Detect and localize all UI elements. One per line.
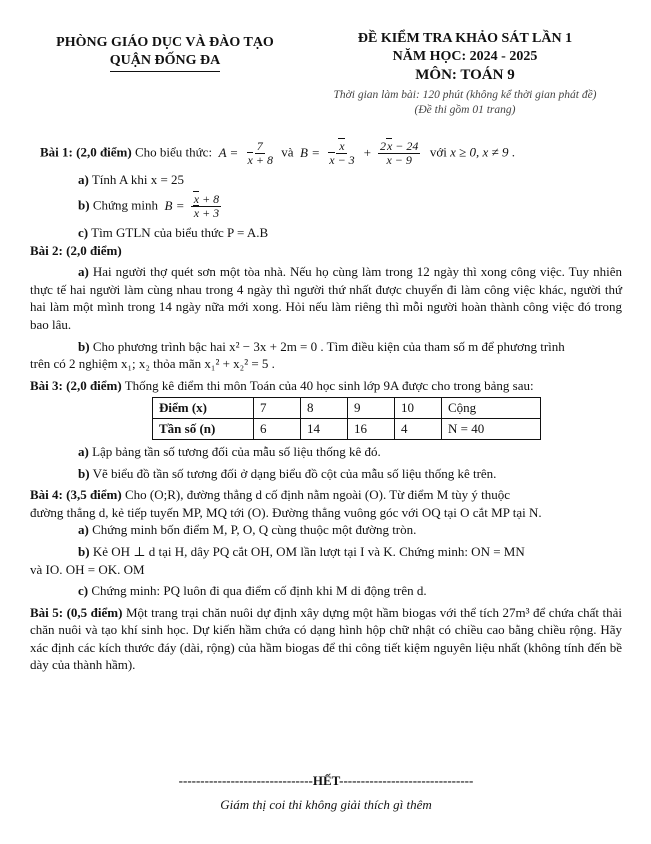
exam-header <box>300 30 630 118</box>
problem-1-title: Bài 1: (2,0 điểm) <box>40 144 132 160</box>
problem-3-title: Bài 3: (2,0 điểm) <box>30 377 122 393</box>
problem-2-title: Bài 2: (2,0 điểm) <box>30 242 122 258</box>
problem-3-intro: Bài 3: (2,0 điểm) Thống kê điểm thi môn Toán của 40 học sinh lớp 9A được cho trong bảng sau: <box>30 377 534 393</box>
problem-4a: a) Chứng minh bốn điểm M, P, O, Q cùng thuộc một đường tròn. <box>78 522 417 538</box>
exam-title: ĐỀ KIỂM TRA KHẢO SÁT LẦN 1 <box>357 31 573 46</box>
problem-1c: c) Tìm GTLN của biểu thức P = A.B <box>78 225 269 241</box>
problem-4c: c) Chứng minh: PQ luôn đi qua điểm cố định khi M di động trên d. <box>78 583 427 599</box>
problem-3a: a) Lập bảng tần số tương đối của mẫu số liệu thống kê đó. <box>78 444 381 460</box>
exam-content <box>30 140 622 674</box>
problem-4-intro: Bài 4: (3,5 điểm) Cho (O;R), đường thẳng d cố định nằm ngoài (O). Từ điểm M tùy ý thuộc <box>30 487 511 503</box>
school-year: NĂM HỌC: 2024 - 2025 <box>392 49 538 65</box>
problem-1a: a) Tính A khi x = 25 <box>78 172 185 188</box>
problem-1-intro: Bài 1: (2,0 điểm) Cho biểu thức: A = $\frac{7}{x + 8}$ và B = $\frac{x}{x - 3}$ + $\frac{2x - 24}{x - 9}$ với x ≥ 0, x ≠ 9 . <box>40 139 515 168</box>
problem-4-intro-cont: đường thẳng d, kẻ tiếp tuyến MP, MQ tới (O). Đường thẳng vuông góc với OQ tại O cắt MP tại N. <box>30 504 542 520</box>
problem-2a: a) Hai người thợ quét sơn một tòa nhà. Nếu họ cùng làm trong 12 ngày thì xong công việc. Tuy nhiên thực tế hai người làm cùng nhau trong 4 ngày thì người thứ nhất được chuyển đi làm công việc khác, người thứ hai làm một mình trong 14 ngày nữa mới xong. Hỏi nếu làm riêng thì mỗi người hoàn thành công việc đó trong bao lâu. <box>30 264 623 333</box>
formula-A: A = $\frac{7}{x + 8}$ <box>215 139 273 168</box>
problem-2b-cont: trên có 2 nghiệm x₁; x₂ thỏa mãn x₁² + x₂² = 5 . <box>30 356 275 372</box>
problem-1b: b) Chứng minh B = $\frac{x + 8}{x + 3}$ <box>78 191 220 221</box>
problem-4b-cont: và IO. OH = OK. OM <box>30 561 145 577</box>
formula-B: B = $\frac{x}{x - 3}$ + $\frac{2x - 24}{x - 9}$ <box>296 139 419 168</box>
footer-note: Giám thị coi thi không giải thích gì thêm <box>220 797 432 812</box>
table-row: Tần số (n) 6 14 16 4 N = 40 <box>153 419 541 440</box>
score-table <box>152 397 541 440</box>
problem-2b: b) Cho phương trình bậc hai x² − 3x + 2m = 0 . Tìm điều kiện của tham số m để phương trình <box>78 338 565 354</box>
department-name: PHÒNG GIÁO DỤC VÀ ĐÀO TẠO <box>56 35 274 50</box>
table-row: Điểm (x) 7 8 9 10 Cộng <box>153 398 541 419</box>
subject: MÔN: TOÁN 9 <box>415 67 515 84</box>
problem-4b: b) Kẻ OH ⊥ d tại H, dây PQ cắt OH, OM lần lượt tại I và K. Chứng minh: ON = MN <box>78 543 525 559</box>
problem-5-title: Bài 5: (0,5 điểm) <box>30 604 123 620</box>
problem-3b: b) Vẽ biểu đồ tần số tương đối ở dạng biểu đồ cột của mẫu số liệu thống kê trên. <box>78 465 497 481</box>
problem-5: Bài 5: (0,5 điểm) Một trang trại chăn nuôi dự định xây dựng một hầm biogas với thể tích 27m³ để chứa chất thải chăn nuôi và tạo khí sinh học. Dự kiến hầm chứa có dạng hình hộp chữ nhật có chiều cao bằng chiều rộng. Hãy xác định các kích thước đáy (dài, rộng) của hầm biogas để thi công tiết kiệm nguyên liệu nhất (không tính đến bề dày của thành hầm). <box>30 604 623 673</box>
page-count: (Đề thi gồm 01 trang) <box>414 103 516 116</box>
problem-1-intro-text: Cho biểu thức: <box>134 144 213 160</box>
department-header <box>40 34 290 72</box>
end-marker: -------------------------------HẾT------------------------------- <box>178 773 474 788</box>
exam-time: Thời gian làm bài: 120 phút (không kể thời gian phát đề) <box>333 88 597 101</box>
district-name: QUẬN ĐỐNG ĐA <box>110 52 220 72</box>
problem-4-title: Bài 4: (3,5 điểm) <box>30 487 122 503</box>
